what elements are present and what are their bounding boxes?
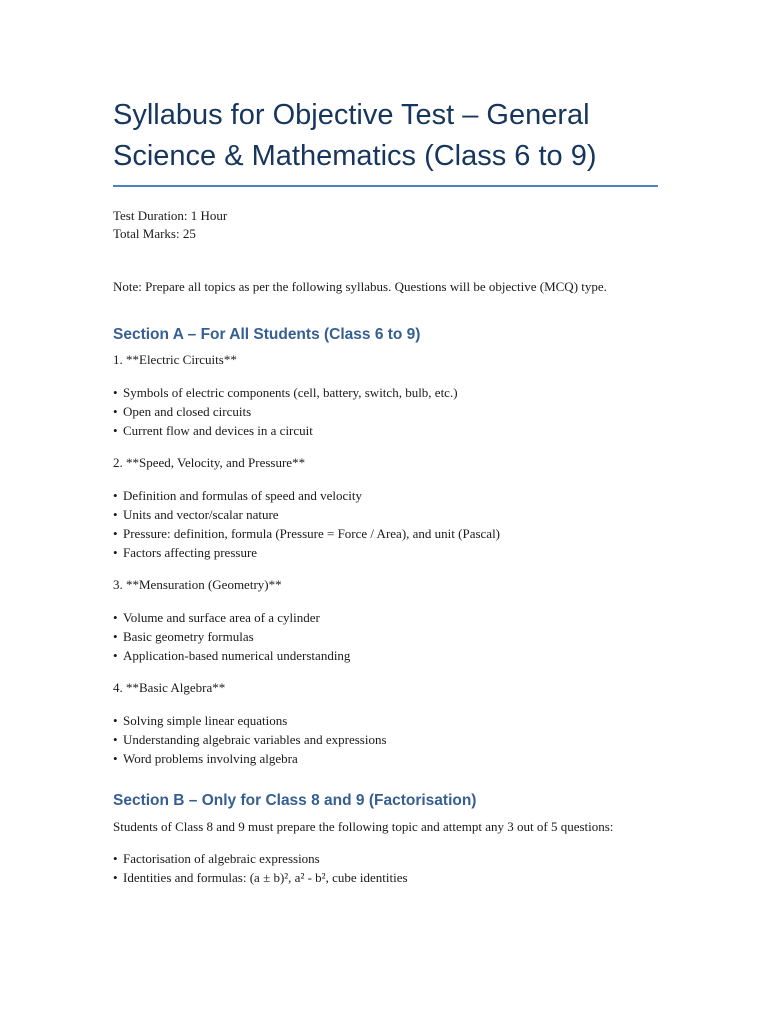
test-info	[113, 207, 658, 243]
list-item	[113, 868, 658, 887]
bullet-icon: •	[113, 850, 118, 866]
topic-bullet-list	[113, 608, 658, 665]
bullet-icon: •	[113, 423, 118, 438]
list-item-text: Factors affecting pressure	[123, 545, 258, 560]
total-marks: Total Marks: 25	[113, 226, 196, 241]
document-title: Syllabus for Objective Test – General Science & Mathematics (Class 6 to 9)	[113, 95, 658, 187]
list-item-text: Units and vector/scalar nature	[123, 507, 279, 522]
bullet-icon: •	[113, 732, 118, 747]
list-item	[113, 421, 658, 440]
list-item	[113, 402, 658, 421]
bullet-icon: •	[113, 610, 118, 625]
list-item-text: Open and closed circuits	[123, 404, 252, 419]
list-item-text: Solving simple linear equations	[123, 713, 288, 728]
bullet-icon: •	[113, 545, 118, 560]
list-item	[113, 627, 658, 646]
section-b-bullet-list	[113, 849, 658, 887]
list-item	[113, 383, 658, 402]
list-item	[113, 505, 658, 524]
bullet-icon: •	[113, 488, 118, 503]
list-item	[113, 711, 658, 730]
topic-bullet-list	[113, 711, 658, 768]
topic-title: 3. **Mensuration (Geometry)**	[113, 577, 282, 592]
topic-title: 4. **Basic Algebra**	[113, 680, 226, 695]
topic-bullet-list	[113, 383, 658, 440]
section-b-intro: Students of Class 8 and 9 must prepare the following topic and attempt any 3 out of 5 questions:	[113, 819, 614, 834]
section-a-heading: Section A – For All Students (Class 6 to 9)	[113, 326, 421, 343]
list-item-text: Factorisation of algebraic expressions	[123, 850, 320, 866]
bullet-icon: •	[113, 507, 118, 522]
bullet-icon: •	[113, 629, 118, 644]
bullet-icon: •	[113, 648, 118, 663]
bullet-icon: •	[113, 751, 118, 766]
bullet-icon: •	[113, 869, 118, 885]
section-b-heading: Section B – Only for Class 8 and 9 (Factorisation)	[113, 792, 477, 809]
bullet-icon: •	[113, 713, 118, 728]
list-item-text: Application-based numerical understanding	[123, 648, 351, 663]
list-item	[113, 486, 658, 505]
list-item-text: Current flow and devices in a circuit	[123, 423, 313, 438]
syllabus-note: Note: Prepare all topics as per the following syllabus. Questions will be objective (MCQ) type.	[113, 279, 607, 294]
list-item	[113, 543, 658, 562]
list-item-text: Definition and formulas of speed and velocity	[123, 488, 362, 503]
list-item	[113, 608, 658, 627]
list-item-text: Volume and surface area of a cylinder	[123, 610, 320, 625]
list-item-text: Pressure: definition, formula (Pressure = Force / Area), and unit (Pascal)	[123, 526, 501, 541]
list-item-text: Understanding algebraic variables and expressions	[123, 732, 387, 747]
document-page	[113, 95, 658, 887]
list-item	[113, 524, 658, 543]
list-item	[113, 849, 658, 868]
list-item-text: Symbols of electric components (cell, battery, switch, bulb, etc.)	[123, 385, 458, 400]
topic-bullet-list	[113, 486, 658, 562]
list-item-text: Identities and formulas: (a ± b)², a² - b², cube identities	[123, 869, 408, 885]
list-item	[113, 730, 658, 749]
bullet-icon: •	[113, 385, 118, 400]
bullet-icon: •	[113, 404, 118, 419]
test-duration: Test Duration: 1 Hour	[113, 208, 228, 223]
list-item	[113, 749, 658, 768]
bullet-icon: •	[113, 526, 118, 541]
topic-title: 1. **Electric Circuits**	[113, 352, 237, 367]
list-item	[113, 646, 658, 665]
list-item-text: Basic geometry formulas	[123, 629, 254, 644]
list-item-text: Word problems involving algebra	[123, 751, 298, 766]
topic-title: 2. **Speed, Velocity, and Pressure**	[113, 455, 306, 470]
